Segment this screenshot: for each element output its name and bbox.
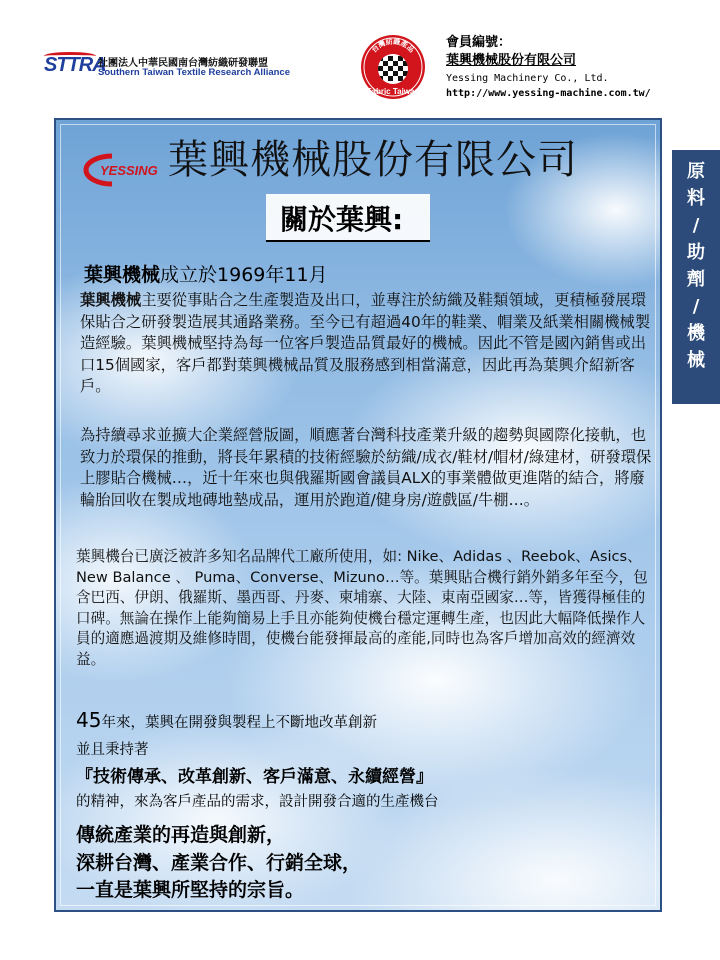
yessing-logo-text: YESSING: [100, 163, 158, 178]
years-line: [76, 708, 377, 732]
member-company-en: Yessing Machinery Co., Ltd.: [446, 73, 609, 84]
uphold-line: 並且秉持著: [76, 742, 149, 758]
company-title: 葉興機械股份有限公司: [168, 137, 578, 183]
member-number-label: 會員編號：: [446, 35, 512, 50]
side-tab-char: 助: [687, 242, 705, 263]
side-tab-char: 機: [687, 323, 705, 344]
years-text: 年來，葉興在開發與製程上不斷地改革創新: [101, 715, 377, 731]
badge-main-text: Fabric Taiwan: [366, 87, 420, 96]
founded-date-text: 成立於1969年11月: [160, 264, 328, 286]
intro-text: 主要從事貼合之生產製造及出口，並專注於紡織及鞋類領域，更積極發展環保貼合之研發製造展其通路業務。至今已有超過40年的鞋業、帽業及紙業相關機械製造經驗。葉興機械堅持為每一位客戶製造品質最好的機械。因此不管是國內銷售或出口15個國家，客戶都對葉興機械品質及服務感到相當滿意，因此再為葉興介紹新客戶。: [80, 291, 651, 395]
side-tab-separator: /: [692, 215, 700, 236]
fabric-taiwan-badge-icon: [360, 34, 426, 100]
intro-company-name: 葉興機械: [80, 291, 142, 309]
expansion-paragraph: 為持續尋求並擴大企業經營版圖，順應著台灣科技產業升級的趨勢與國際化接軌，也致力於環保的推動，將長年累積的技術經驗於紡織/成衣/鞋材/帽材/綠建材，研發環保上膠貼合機械…，近十年來也與俄羅斯國會議員ALX的事業體做更進階的結合，將廢輪胎回收在製成地磚地墊成品，運用於跑道/健身房/遊戲區/牛棚…。: [80, 426, 652, 509]
closing-line: 深耕台灣、產業合作、行銷全球，: [76, 851, 362, 874]
stra-name-cn: 社團法人中華民國南台灣紡織研發聯盟: [98, 58, 268, 69]
side-tab-char: 原: [687, 161, 705, 182]
founded-company-name: 葉興機械: [84, 264, 161, 286]
side-tab-char: 料: [687, 188, 705, 209]
founded-line: [84, 260, 328, 287]
member-company-cn: 葉興機械股份有限公司: [446, 53, 577, 68]
side-tab-char: 械: [687, 350, 705, 371]
side-tab-separator: /: [692, 296, 700, 317]
years-number: 45: [76, 708, 102, 732]
closing-line: 一直是葉興所堅持的宗旨。: [76, 879, 305, 901]
intro-paragraph: [80, 290, 652, 398]
closing-statement: [76, 822, 361, 905]
member-website-link[interactable]: http://www.yessing-machine.com.tw/: [446, 88, 651, 99]
spirit-line: 的精神，來為客戶產品的需求，設計開發合適的生產機台: [76, 794, 439, 810]
closing-line: 傳統產業的再造與創新，: [76, 824, 286, 846]
company-profile-panel: [54, 118, 662, 912]
clients-paragraph: 葉興機台已廣泛被許多知名品牌代工廠所使用，如: Nike、Adidas 、Reebok、Asics、New Balance 、 Puma、Converse、Mizuno…等。葉興貼合機行銷外銷多年至今，包含巴西、伊朗、俄羅斯、墨西哥、丹麥、柬埔寨、大陸、東南亞國家…等，皆獲得極佳的口碑。無論在操作上能夠簡易上手且亦能夠使機台穩定運轉生產，也因此大幅降低操作人員的適應過渡期及維修時間，使機台能發揮最高的產能,同時也為客戶增加高效的經濟效益。: [76, 548, 648, 668]
stra-mark: STTRA: [44, 54, 106, 76]
motto-line: 『技術傳承、改革創新、客戶滿意、永續經營』: [76, 767, 433, 787]
member-info: [446, 34, 716, 101]
about-heading: 關於葉興:: [280, 203, 404, 236]
side-tab-char: 劑: [687, 269, 705, 290]
stra-name-en: Southern Taiwan Textile Research Alliance: [98, 67, 290, 78]
badge-top-text: 台灣紡織產品: [370, 37, 416, 55]
stra-logo: [44, 52, 314, 78]
category-side-tab: [672, 150, 720, 404]
